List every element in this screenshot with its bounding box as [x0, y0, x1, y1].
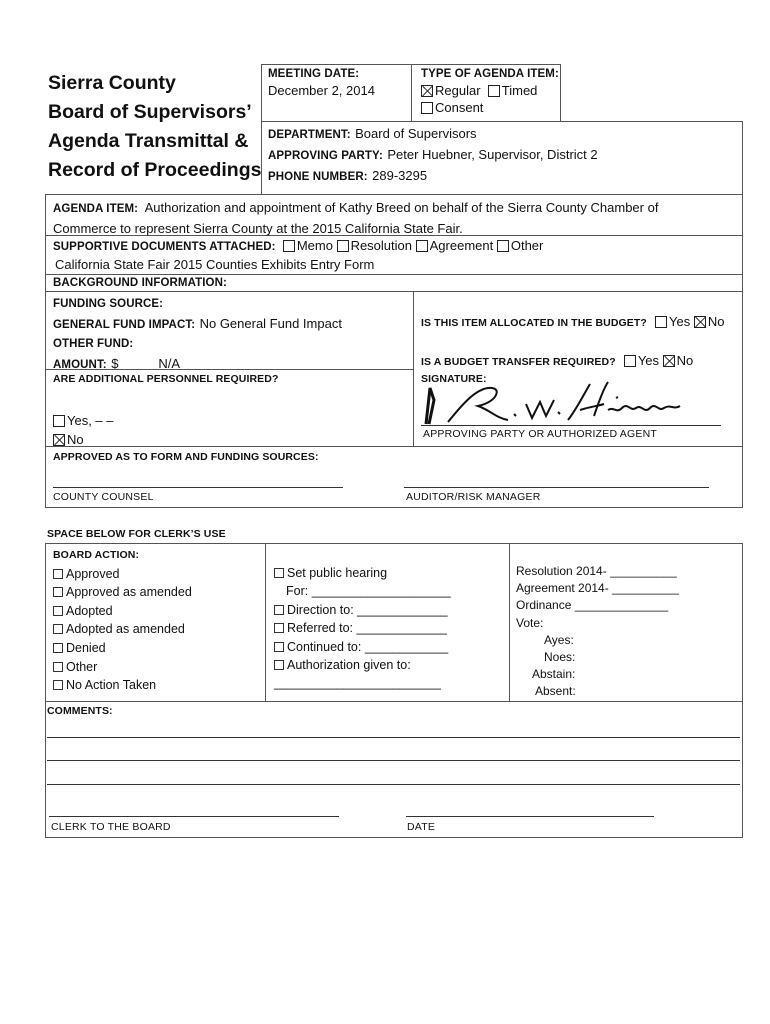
vote-noes: Noes: — [544, 650, 576, 665]
action-adopted-amended-checkbox[interactable] — [53, 624, 63, 634]
phone-value: 289-3295 — [372, 168, 428, 183]
action-adopted-label: Adopted — [66, 603, 113, 618]
signature-label: SIGNATURE: — [421, 373, 487, 385]
county-counsel-line — [53, 487, 343, 488]
set-hearing-checkbox[interactable] — [274, 568, 284, 578]
board-action-cell — [53, 546, 192, 695]
clerk-middle-cell — [274, 564, 451, 693]
meeting-date-cell — [268, 68, 375, 98]
personnel-question: ARE ADDITIONAL PERSONNEL REQUIRED? — [53, 373, 279, 385]
budget-no-checkbox[interactable] — [694, 316, 706, 328]
memo-checkbox[interactable] — [283, 240, 295, 252]
set-hearing-label: Set public hearing — [287, 566, 388, 580]
department-cell — [268, 124, 598, 187]
vote-absent: Absent: — [535, 684, 576, 699]
authorization-label: Authorization given to: — [287, 658, 411, 673]
header-right-border — [742, 121, 743, 195]
amount-value: N/A — [158, 356, 181, 371]
auditor-caption: AUDITOR/RISK MANAGER — [406, 491, 541, 503]
approving-party-label: APPROVING PARTY: — [268, 150, 383, 162]
consent-checkbox[interactable] — [421, 102, 433, 114]
personnel-no-label: No — [67, 432, 84, 447]
direction-field[interactable]: Direction to: _____________ — [287, 602, 448, 617]
date-line[interactable] — [406, 816, 654, 817]
board-action-label: BOARD ACTION: — [53, 549, 140, 561]
meeting-date-value: December 2, 2014 — [268, 83, 375, 98]
action-approved-amended-checkbox[interactable] — [53, 587, 63, 597]
transfer-no-label: No — [676, 353, 694, 368]
action-denied-label: Denied — [66, 640, 106, 655]
consent-label: Consent — [435, 100, 484, 115]
action-adopted-amended-label: Adopted as amended — [66, 622, 185, 637]
budget-transfer-question: IS A BUDGET TRANSFER REQUIRED? — [421, 356, 616, 368]
funding-cell — [53, 295, 342, 375]
continued-field[interactable]: Continued to: ____________ — [287, 639, 449, 654]
supportive-docs-cell — [53, 237, 733, 274]
action-approved-checkbox[interactable] — [53, 569, 63, 579]
supportive-docs-detail: California State Fair 2015 Counties Exhibits Entry Form — [55, 257, 375, 272]
clerk-divider-comments — [45, 701, 743, 702]
vote-abstain: Abstain: — [532, 667, 576, 682]
header-type-right-border — [560, 64, 561, 121]
action-other-checkbox[interactable] — [53, 662, 63, 672]
action-no-action-label: No Action Taken — [66, 678, 157, 693]
agenda-item-text-2: Commerce to represent Sierra County at the 2015 California State Fair. — [53, 221, 463, 236]
action-no-action-checkbox[interactable] — [53, 680, 63, 690]
approved-form-label: APPROVED AS TO FORM AND FUNDING SOURCES: — [53, 451, 319, 463]
transfer-no-checkbox[interactable] — [663, 355, 675, 367]
action-approved-amended-label: Approved as amended — [66, 585, 192, 600]
timed-label: Timed — [501, 83, 538, 98]
form-title — [48, 69, 261, 185]
agreement-label: Agreement — [429, 238, 494, 253]
comments-line-1[interactable] — [47, 737, 740, 738]
vote-ayes: Ayes: — [544, 632, 574, 647]
agreement-number-field[interactable]: Agreement 2014- __________ — [516, 581, 679, 596]
other-doc-checkbox[interactable] — [497, 240, 509, 252]
title-line-3: Agenda Transmittal & — [48, 130, 249, 152]
action-denied-checkbox[interactable] — [53, 643, 63, 653]
ordinance-field[interactable]: Ordinance ______________ — [516, 598, 669, 613]
clerk-heading: SPACE BELOW FOR CLERK’S USE — [47, 528, 226, 540]
regular-checkbox[interactable] — [421, 85, 433, 97]
header-mid-border — [261, 121, 742, 122]
transfer-yes-label: Yes — [637, 353, 660, 368]
continued-checkbox[interactable] — [274, 642, 284, 652]
department-value: Board of Supervisors — [355, 126, 477, 141]
signature-line — [421, 425, 721, 426]
general-fund-value: No General Fund Impact — [199, 316, 342, 331]
clerk-divider-2 — [509, 543, 510, 701]
funding-source-label: FUNDING SOURCE: — [53, 298, 164, 310]
divider-background — [45, 291, 743, 292]
other-doc-label: Other — [510, 238, 544, 253]
divider-funding-vertical — [413, 291, 414, 446]
header-mid-divider — [411, 64, 412, 121]
comments-label: COMMENTS: — [47, 705, 113, 717]
clerk-to-board-caption: CLERK TO THE BOARD — [51, 821, 171, 833]
phone-label: PHONE NUMBER: — [268, 171, 368, 183]
supportive-docs-label: SUPPORTIVE DOCUMENTS ATTACHED: — [53, 241, 276, 253]
personnel-yes-checkbox[interactable] — [53, 415, 65, 427]
signature-image — [418, 380, 708, 426]
agenda-type-cell — [421, 68, 559, 115]
approving-party-value: Peter Huebner, Supervisor, District 2 — [387, 147, 598, 162]
agenda-type-label: TYPE OF AGENDA ITEM: — [421, 68, 559, 80]
budget-yes-checkbox[interactable] — [655, 316, 667, 328]
action-approved-label: Approved — [66, 566, 120, 581]
auditor-line — [404, 487, 709, 488]
comments-line-3[interactable] — [47, 784, 740, 785]
memo-label: Memo — [296, 238, 333, 253]
budget-allocated-question: IS THIS ITEM ALLOCATED IN THE BUDGET? — [421, 317, 647, 329]
other-fund-label: OTHER FUND: — [53, 338, 134, 350]
personnel-options — [53, 411, 114, 449]
header-left-border — [261, 64, 262, 195]
county-counsel-caption: COUNTY COUNSEL — [53, 491, 154, 503]
resolution-checkbox[interactable] — [337, 240, 349, 252]
agenda-item-text-1: Authorization and appointment of Kathy Breed on behalf of the Sierra County Chamber of — [144, 200, 659, 215]
vote-label: Vote: — [516, 615, 544, 630]
comments-line-2[interactable] — [47, 760, 740, 761]
referred-field[interactable]: Referred to: _____________ — [287, 621, 447, 636]
personnel-yes-label: Yes, – – — [67, 413, 114, 428]
amount-currency: $ — [111, 356, 119, 371]
budget-transfer-row — [421, 352, 693, 370]
clerk-divider-1 — [265, 543, 266, 701]
budget-no-label: No — [707, 314, 725, 329]
regular-label: Regular — [435, 83, 481, 98]
timed-checkbox[interactable] — [488, 85, 500, 97]
title-line-1: Sierra County — [48, 72, 176, 94]
hearing-for-field[interactable]: For: ____________________ — [286, 584, 451, 599]
referred-checkbox[interactable] — [274, 623, 284, 633]
clerk-right-cell — [516, 563, 716, 701]
date-caption: DATE — [407, 821, 436, 833]
resolution-label: Resolution — [350, 238, 412, 253]
general-fund-label: GENERAL FUND IMPACT: — [53, 319, 196, 331]
authorization-field[interactable]: ________________________ — [274, 676, 441, 691]
direction-checkbox[interactable] — [274, 605, 284, 615]
action-adopted-checkbox[interactable] — [53, 606, 63, 616]
department-label: DEPARTMENT: — [268, 129, 351, 141]
divider-personnel — [45, 446, 743, 447]
personnel-no-checkbox[interactable] — [53, 434, 65, 446]
title-line-2: Board of Supervisors’ — [48, 101, 252, 123]
divider-supportive — [45, 274, 743, 275]
resolution-number-field[interactable]: Resolution 2014- __________ — [516, 564, 677, 578]
authorization-checkbox[interactable] — [274, 660, 284, 670]
background-info-label: BACKGROUND INFORMATION: — [53, 277, 227, 289]
action-other-label: Other — [66, 659, 98, 674]
clerk-signature-line[interactable] — [49, 816, 339, 817]
agenda-item-label: AGENDA ITEM: — [53, 203, 139, 215]
title-line-4: Record of Proceedings — [48, 159, 262, 181]
budget-allocated-row — [421, 313, 725, 331]
budget-yes-label: Yes — [669, 314, 691, 329]
agreement-checkbox[interactable] — [416, 240, 428, 252]
meeting-date-label: MEETING DATE: — [268, 68, 360, 80]
transfer-yes-checkbox[interactable] — [624, 355, 636, 367]
agenda-item-cell — [53, 198, 733, 238]
signature-caption: APPROVING PARTY OR AUTHORIZED AGENT — [423, 428, 657, 440]
amount-label: AMOUNT: — [53, 359, 107, 371]
